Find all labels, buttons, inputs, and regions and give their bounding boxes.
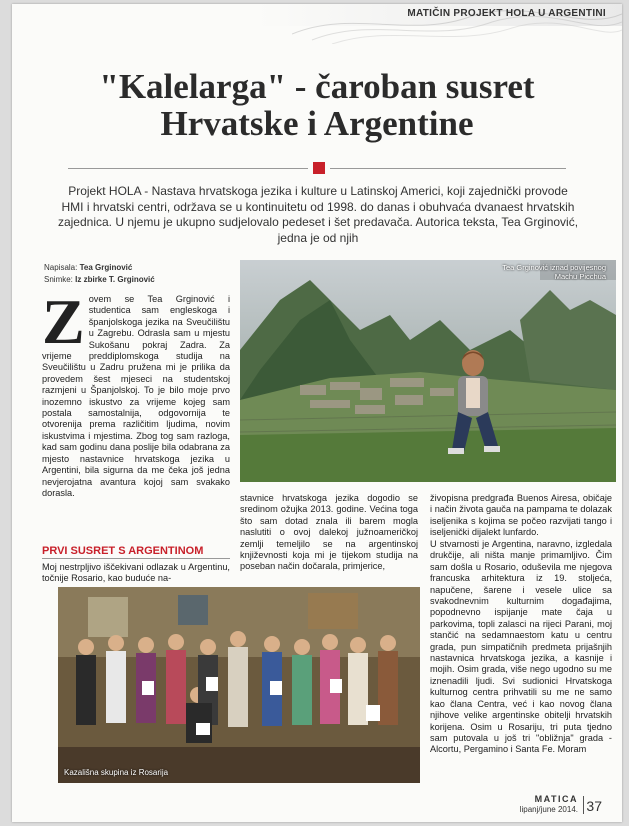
- photo-source: Iz zbirke T. Grginović: [75, 275, 155, 284]
- title-line-2: Hrvatske i Argentine: [160, 104, 474, 143]
- divider-right: [330, 168, 566, 169]
- photo-theatre-group: [58, 587, 420, 783]
- photo-credit: [44, 274, 155, 286]
- section-label: MATIČIN PROJEKT HOLA U ARGENTINI: [407, 8, 606, 19]
- photo-caption-machu-picchu: Tea Grginović iznad povijesnog Machu Picchua: [502, 263, 606, 281]
- subhead-divider: [42, 558, 230, 559]
- footer-magazine-name: MATICA: [534, 794, 578, 804]
- body-column-2: stavnice hrvatskoga jezika dogodio se sredinom ožujka 2013. godine. Većina toga što sam dotad znala ili barem mogla naslutiti o ovoj dalekoj južnoameričkoj zemlji temeljilo se na argentinskoj književnosti koja mi je tijekom studija na poseban način dočarala, primjerice,: [240, 493, 418, 572]
- photo-label: Snimke:: [44, 275, 73, 284]
- divider-square-ornament: [313, 162, 325, 174]
- body-column-3: živopisna predgrađa Buenos Airesa, običaje i način života gauča na pampama te dolazak iseljenika s kojima se počeo razvijati tango i iseljenički dijalekt lunfardo.: [430, 493, 612, 538]
- section-subhead: PRVI SUSRET S ARGENTINOM: [42, 545, 204, 557]
- footer-issue-date: lipanj/june 2014.: [519, 805, 578, 814]
- author-label: Napisala:: [44, 263, 78, 272]
- body-column-1: [42, 286, 230, 499]
- author-name: Tea Grginović: [79, 263, 133, 272]
- title-line-1: "Kalelarga" - čaroban susret: [99, 67, 535, 106]
- machu-picchu-illustration: [240, 260, 616, 482]
- body-column-1-text: ovem se Tea Grginović i studentica sam engleskoga i španjolskoga jezika na Sveučilištu u Zagrebu. Odrasla sam u mjestu Sukošanu pokraj Zadra. Za vrijeme preddiplomskoga studija na Sveučilištu u Zadru pružena mi je prilika da provedem šest mjeseci na studentskoj razmjeni u Španjolskoj. To je bilo moje prvo inozemno iskustvo za vrijeme kojeg sam postala samostalnija, odgovornija te otvorenija prema različitim ljudima, novim iskustvima i mjestima. Zbog tog sam razloga, kad sam godinu dana poslije bila odabrana za mjesto nastavnice hrvatskoga jezika u Argentini, bila sigurna da me čeka još jedna nevjerojatna avantura kojoj sam svakako dorasla.: [42, 294, 230, 498]
- body-column-1-continued: Moj nestrpljivo iščekivani odlazak u Argentinu, točnije Rosario, kao buduće na-: [42, 562, 230, 584]
- article-title: [32, 68, 602, 142]
- page-number: 37: [586, 798, 602, 814]
- divider-left: [68, 168, 308, 169]
- article-lead: Projekt HOLA - Nastava hrvatskoga jezika i kulture u Latinskoj Americi, koji zajednički provode HMI i hrvatski centri, održava se u kontinuitetu od 1998. do danas i obuhvaća dvanaest hrvatskih zajednica. U njemu je ukupno sudjelovalo pedeset i šet predavača. Autorica teksta, Tea Grginović, jedna je od njih: [57, 184, 579, 245]
- dropcap: Z: [42, 286, 85, 357]
- photo-caption-theatre-group: Kazališna skupina iz Rosarija: [64, 768, 169, 777]
- footer-separator: [583, 796, 584, 814]
- magazine-page: [12, 4, 622, 822]
- body-column-3-continued: U stvarnosti je Argentina, naravno, izgledala drukčije, ali ništa manje primamljivo. Čim sam došla u Rosario, oduševila me njegova francuska arhitektura iz 19. stoljeća, napučene, šarene i vesele ulice sa svakodnevnim kulturnim događajima, popodnevno ispijanje mate čaja u parkovima, topli zalasci na rijeci Parani, moj stančić na sedamnaestom katu u centru grada, pun simpatičnih predmeta prijašnjih nastavnica hrvatskoga jezika, a kasnije i mojih. Osim grada, više nego ugodno su me iznenadili ljudi. Svi sudionici Hrvatskoga kulturnog centra prihvatili su me ne samo kao člana Centra, već i kao novog člana njihove velike argentinske obitelji hrvatskih korijena. Osim u Rosariju, tri puta tjedno sam putovala u još tri "obližnja" grada - Alcortu, Pergamino i Santa Fe. Moram: [430, 539, 612, 755]
- article-credits: [44, 262, 155, 286]
- theatre-group-illustration: [58, 587, 420, 783]
- author-credit: [44, 262, 155, 274]
- photo-machu-picchu: [240, 260, 616, 482]
